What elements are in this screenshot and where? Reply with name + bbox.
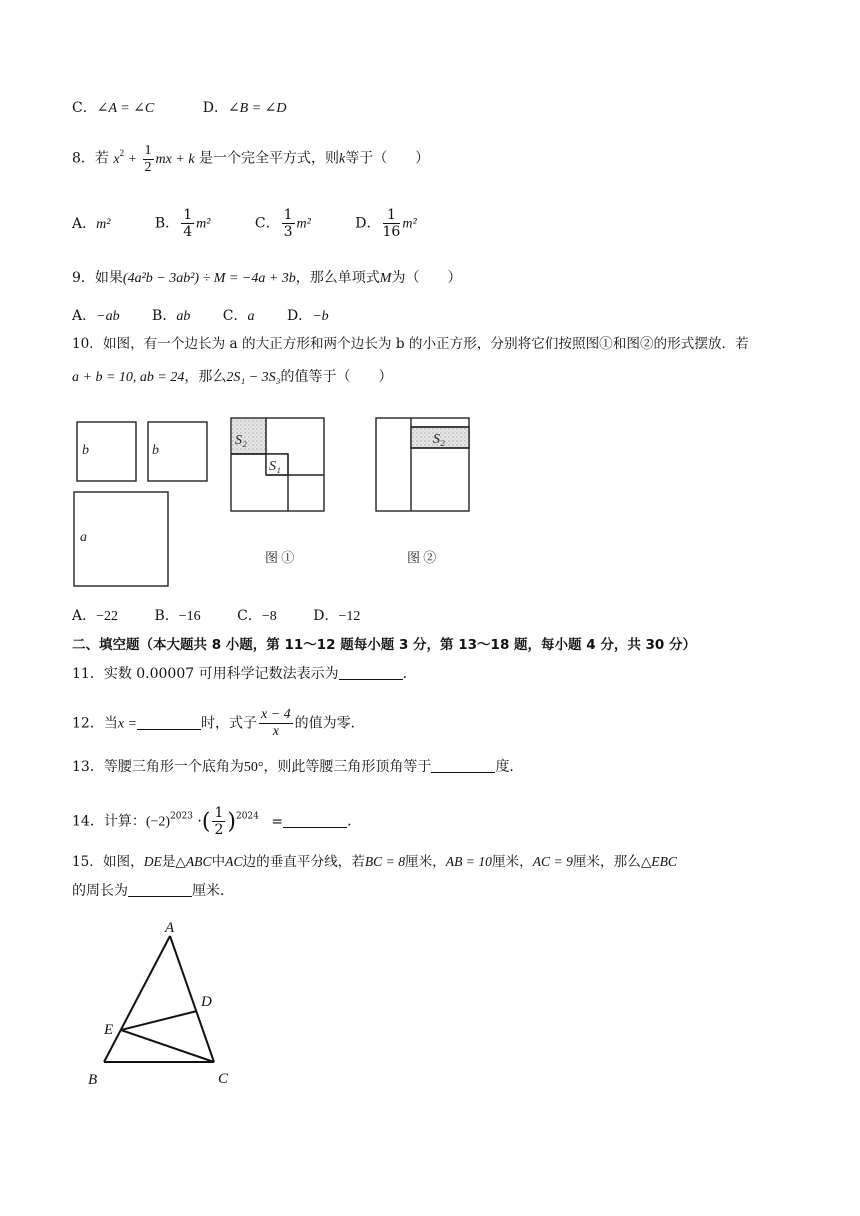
label-s2: S₂ — [235, 433, 247, 448]
label-s2b: S₂ — [433, 432, 445, 447]
q14-answer-blank[interactable] — [283, 813, 347, 828]
q10-option-a[interactable]: A．−22 — [72, 608, 119, 624]
q8-stem: 8．若 $x^2$ + $\frac{1}{2}$ mx + k 是一个完全平方式，则k等于（ ） — [72, 143, 430, 175]
q15-line1: 15．如图，DE是△ABC中AC边的垂直平分线，若BC = 8厘米，AB = 10厘米，AC = 9厘米，那么△EBC — [72, 854, 677, 870]
vertex-d: D — [201, 994, 212, 1010]
q12: 12．当x = 时，式子 $\frac{x - 4}{x}$ 的值为零． — [72, 707, 365, 739]
label-b1: b — [82, 443, 89, 458]
vertex-e: E — [104, 1022, 114, 1038]
section-heading: 二、填空题（本大题共 8 小题，第 11～12 题每小题 3 分，第 13～18 题，每小题 4 分，共 30 分） — [72, 637, 697, 653]
q15-answer-blank[interactable] — [128, 882, 192, 897]
q14: 14．计算：$(-2)^{2023}$ ·( $\frac{1}{2}$ )$^{2024}$ = ． — [72, 805, 362, 838]
q13: 13．等腰三角形一个底角为50°，则此等腰三角形顶角等于 度． — [72, 759, 524, 775]
label-s1: S₁ — [269, 459, 281, 474]
q10-options — [72, 606, 360, 627]
q9-option-d[interactable]: D．−b — [286, 308, 329, 324]
q8-option-d[interactable]: D． $\frac{1}{16}$ m² — [355, 207, 417, 240]
q12-answer-blank[interactable] — [137, 715, 201, 730]
q10-option-c[interactable]: C．−8 — [237, 608, 277, 624]
q10-stem-line1: 10．如图，有一个边长为 a 的大正方形和两个边长为 b 的小正方形，分别将它们按照图①和图②的形式摆放．若 — [72, 336, 749, 352]
q9-option-a[interactable]: A．−ab — [72, 308, 120, 324]
q9-option-c[interactable]: C．a — [222, 308, 255, 324]
q8-option-c[interactable]: C． $\frac{1}{3}$ m² — [254, 207, 311, 240]
q11: 11．实数 0.00007 可用科学记数法表示为 ． — [72, 666, 417, 682]
q15-triangle — [104, 936, 214, 1062]
caption-fig1: 图 ① — [265, 550, 295, 565]
q10-option-b[interactable]: B．−16 — [154, 608, 201, 624]
caption-fig2: 图 ② — [407, 550, 437, 565]
q8-option-b[interactable]: B． $\frac{1}{4}$ m² — [154, 207, 211, 240]
q11-answer-blank[interactable] — [339, 665, 403, 680]
big-square — [74, 492, 168, 586]
q10-option-d[interactable]: D．−12 — [313, 608, 361, 624]
q13-answer-blank[interactable] — [431, 758, 495, 773]
label-b2: b — [152, 443, 159, 458]
vertex-c: C — [218, 1071, 229, 1087]
vertex-a: A — [165, 920, 175, 936]
label-a: a — [80, 530, 87, 545]
vertex-b: B — [88, 1072, 98, 1088]
q9-expression: (4a²b − 3ab²) ÷ M = −4a + 3b — [122, 271, 296, 286]
q15-line2: 的周长为 厘米． — [72, 883, 234, 899]
q9-stem: 9．如果(4a²b − 3ab²) ÷ M = −4a + 3b，那么单项式M为（ ） — [72, 270, 462, 286]
q7-option-d[interactable]: D．∠B = ∠D — [202, 100, 287, 116]
q10-stem-line2: a + b = 10, ab = 24，那么2S₁ − 3S₃的值等于（ ） — [72, 369, 393, 385]
q9-option-b[interactable]: B．ab — [152, 308, 191, 324]
q8-option-a[interactable]: A．m² — [72, 215, 111, 232]
q8-expression: $x^2$ + $\frac{1}{2}$ mx + k — [113, 143, 195, 175]
q7-option-c[interactable]: C．∠A = ∠C — [72, 100, 155, 116]
